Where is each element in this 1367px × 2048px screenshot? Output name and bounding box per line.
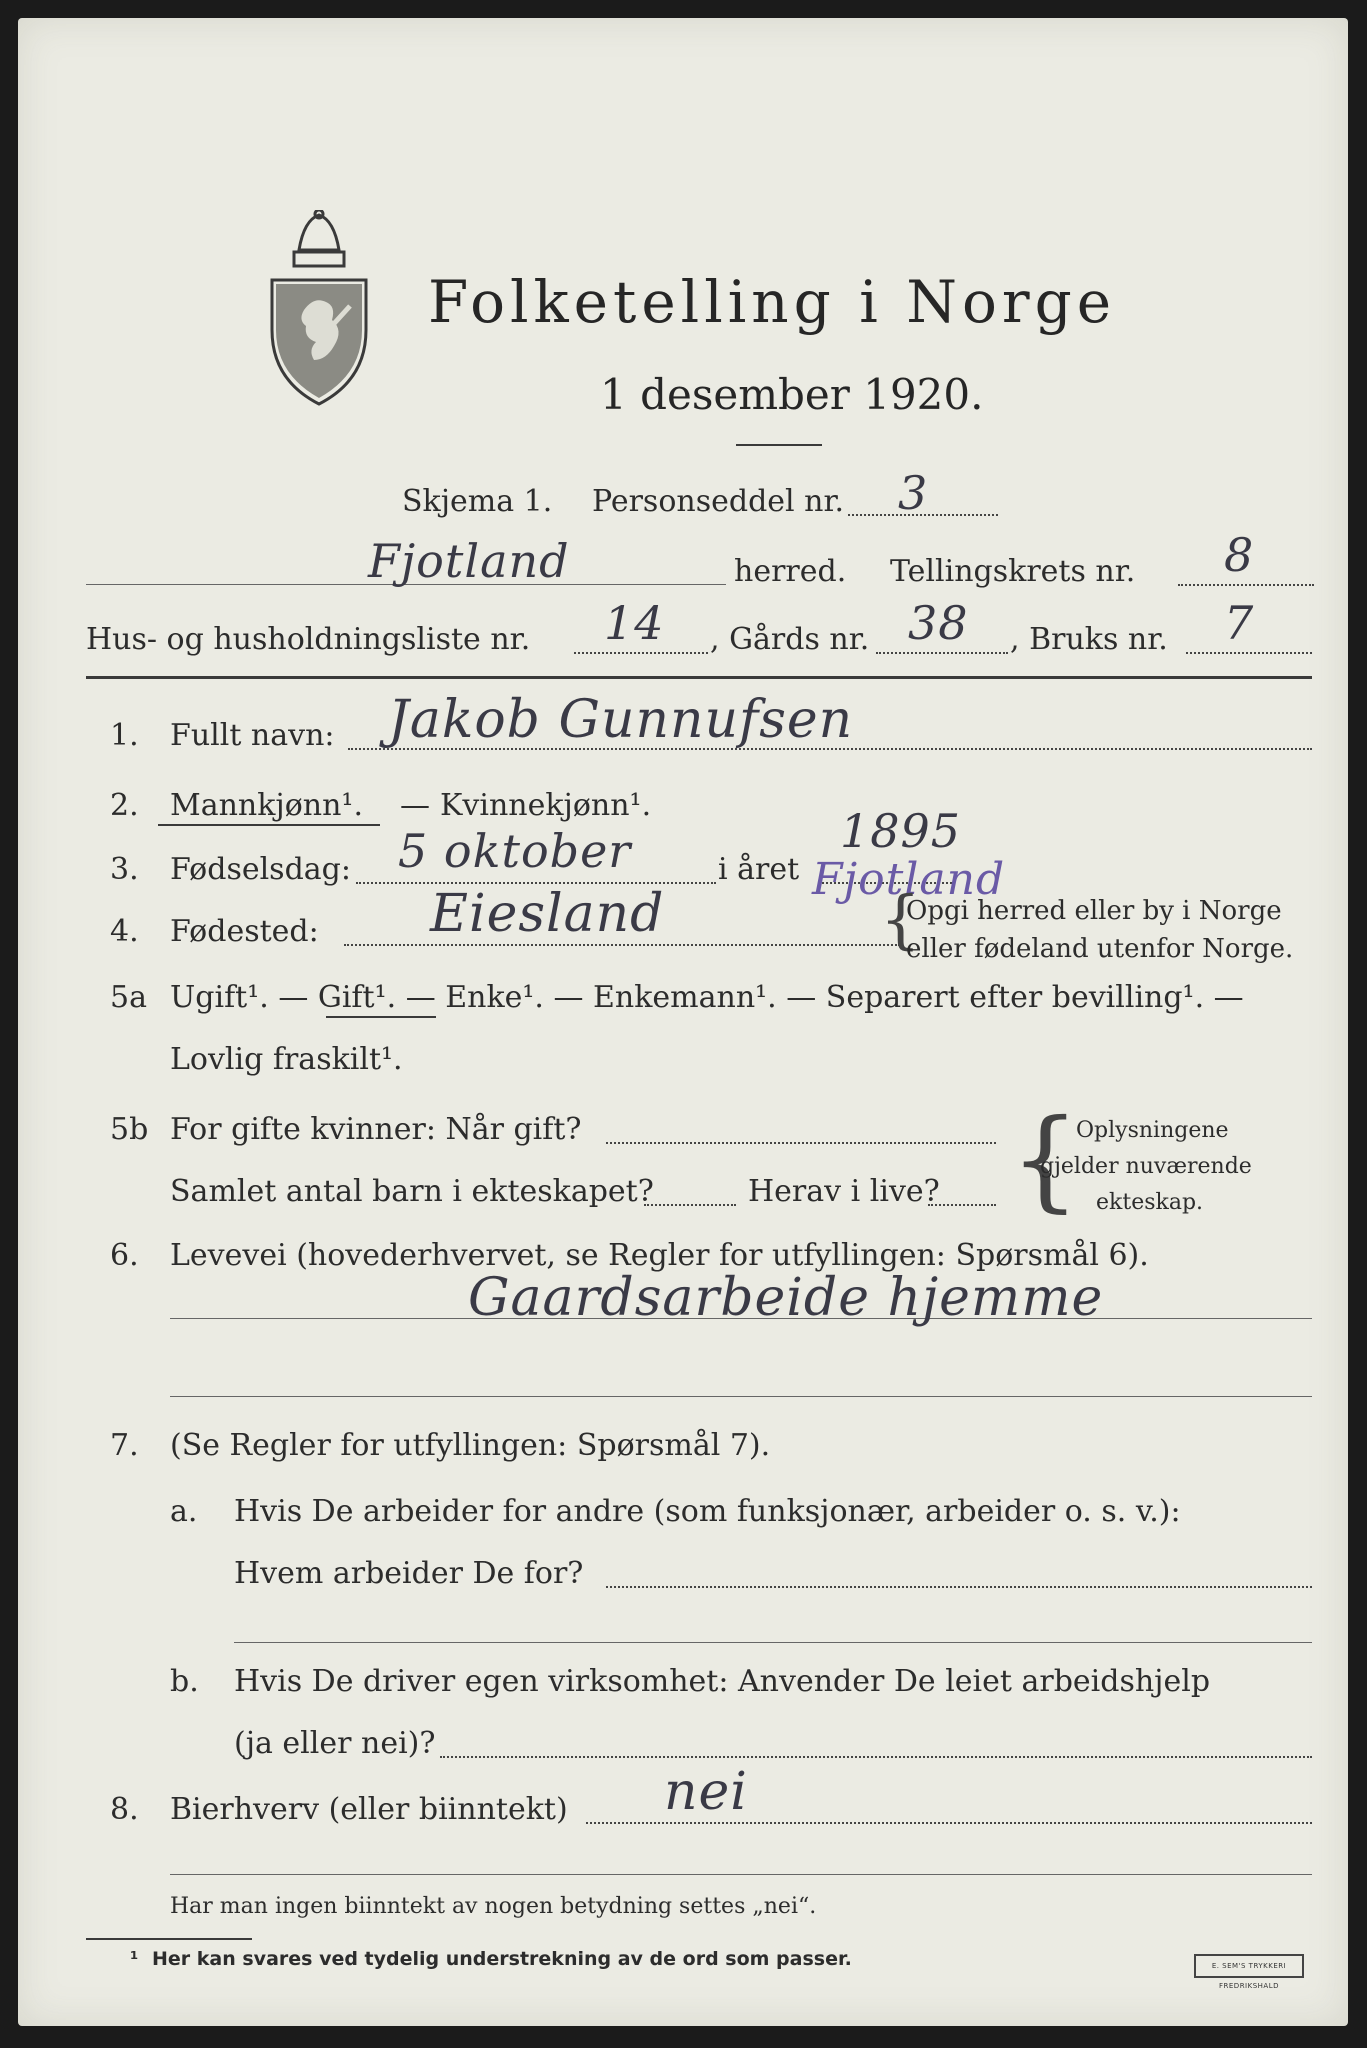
nei-instruction: Har man ingen biinntekt av nogen betydning settes „nei“.	[170, 1894, 817, 1919]
gards-value[interactable]: 38	[908, 596, 969, 650]
census-date: 1 desember 1920.	[600, 370, 984, 419]
q3-number: 3.	[110, 852, 139, 887]
children-field-line	[644, 1204, 736, 1206]
q7a-label: Hvis De arbeider for andre (som funksjonær, arbeider o. s. v.):	[234, 1494, 1181, 1529]
male-underline-mark	[158, 824, 380, 826]
q1-label: Fullt navn:	[170, 718, 335, 753]
q4-label: Fødested:	[170, 914, 319, 949]
side-income-field-line	[586, 1822, 1312, 1824]
q7a-letter: a.	[170, 1494, 198, 1529]
birthplace-value[interactable]: Eiesland	[430, 884, 665, 944]
gender-male-option[interactable]: Mannkjønn¹.	[170, 788, 363, 823]
birth-year-value[interactable]: 1895	[840, 804, 962, 858]
q1-number: 1.	[110, 718, 139, 753]
q7b-label: Hvis De driver egen virksomhet: Anvender De leiet arbeidshjelp	[234, 1664, 1211, 1699]
husholdningsliste-value[interactable]: 14	[604, 596, 665, 650]
gards-field-line	[876, 652, 1008, 654]
q7b-letter: b.	[170, 1664, 199, 1699]
q3-label: Fødselsdag:	[170, 852, 351, 887]
q8-number: 8.	[110, 1792, 139, 1827]
printer-stamp: E. SEM'S TRYKKERI FREDRIKSHALD	[1194, 1954, 1304, 1978]
q6-number: 6.	[110, 1238, 139, 1273]
tellingskrets-value[interactable]: 8	[1224, 528, 1255, 582]
q5b-when-married-label: For gifte kvinner: Når gift?	[170, 1112, 582, 1147]
herred-label: herred.	[734, 554, 847, 589]
header-separator	[86, 676, 1312, 679]
bruks-label: , Bruks nr.	[1010, 622, 1168, 657]
q7b-hired-help-label: (ja eller nei)?	[234, 1726, 436, 1761]
husholdningsliste-field-line	[574, 652, 708, 654]
title-divider	[736, 444, 822, 446]
q5b-note-brace: {	[1010, 1095, 1080, 1223]
q5b-note-line-2: gjelder nuværende	[1040, 1154, 1252, 1179]
marital-status-options[interactable]: Ugift¹. — Gift¹. — Enke¹. — Enkemann¹. — Separert efter bevilling¹. —	[170, 980, 1244, 1015]
q6-label: Levevei (hovederhvervet, se Regler for utfyllingen: Spørsmål 6).	[170, 1238, 1149, 1273]
birthplace-field-line	[344, 944, 900, 946]
birthday-value[interactable]: 5 oktober	[398, 824, 632, 878]
full-name-value[interactable]: Jakob Gunnufsen	[388, 690, 854, 750]
q4-note-line-1: Opgi herred eller by i Norge	[906, 896, 1282, 926]
q7-label: (Se Regler for utfyllingen: Spørsmål 7).	[170, 1428, 771, 1463]
gender-female-option[interactable]: Kvinnekjønn¹.	[440, 788, 652, 823]
gards-label: , Gårds nr.	[710, 622, 870, 657]
q5b-note-line-3: ekteskap.	[1096, 1190, 1204, 1215]
q7-number: 7.	[110, 1428, 139, 1463]
side-income-value[interactable]: nei	[664, 1762, 748, 1822]
form-title: Folketelling i Norge	[428, 268, 1117, 336]
footnote-text: Her kan svares ved tydelig understrekning av de ord som passer.	[152, 1948, 852, 1970]
q4-note-brace: {	[880, 883, 921, 957]
footnote-mark: ¹	[130, 1948, 139, 1970]
q2-number: 2.	[110, 788, 139, 823]
q5b-note-line-1: Oplysningene	[1076, 1118, 1229, 1143]
q8-label: Bierhverv (eller biinntekt)	[170, 1792, 568, 1827]
occupation-field-line-2	[170, 1396, 1312, 1397]
tellingskrets-field-line	[1178, 584, 1314, 586]
bruks-value[interactable]: 7	[1224, 596, 1255, 650]
husholdningsliste-label: Hus- og husholdningsliste nr.	[86, 622, 531, 657]
skjema-label: Skjema 1.	[402, 484, 553, 519]
married-underline-mark	[326, 1016, 436, 1018]
q5b-number: 5b	[110, 1112, 149, 1147]
tellingskrets-label: Tellingskrets nr.	[890, 554, 1136, 589]
q4-note-line-2: eller fødeland utenfor Norge.	[906, 934, 1294, 964]
footnote-divider	[86, 1938, 252, 1940]
personseddel-label: Personseddel nr.	[592, 484, 845, 519]
birthplace-correction-value[interactable]: Fjotland	[812, 854, 1006, 905]
hired-help-field-line	[440, 1756, 1312, 1758]
birth-year-label: i året	[718, 852, 800, 887]
census-form-sheet	[18, 18, 1348, 2026]
q2-separator: —	[400, 788, 430, 823]
norway-coat-of-arms-icon	[264, 210, 374, 406]
q7a-employer-label: Hvem arbeider De for?	[234, 1556, 584, 1591]
employer-field-line	[606, 1586, 1312, 1588]
personseddel-value[interactable]: 3	[898, 466, 929, 520]
marital-status-divorced-option[interactable]: Lovlig fraskilt¹.	[170, 1042, 403, 1077]
herred-value[interactable]: Fjotland	[368, 534, 570, 588]
occupation-value[interactable]: Gaardsarbeide hjemme	[468, 1268, 1104, 1328]
q5a-number: 5a	[110, 980, 147, 1015]
side-income-field-line-2	[170, 1874, 1312, 1875]
bruks-field-line	[1186, 652, 1312, 654]
q4-number: 4.	[110, 914, 139, 949]
q5b-alive-label: Herav i live?	[748, 1174, 940, 1209]
employer-field-line-2	[234, 1642, 1312, 1643]
when-married-field-line	[606, 1142, 996, 1144]
q5b-children-label: Samlet antal barn i ekteskapet?	[170, 1174, 654, 1209]
alive-field-line	[928, 1204, 996, 1206]
